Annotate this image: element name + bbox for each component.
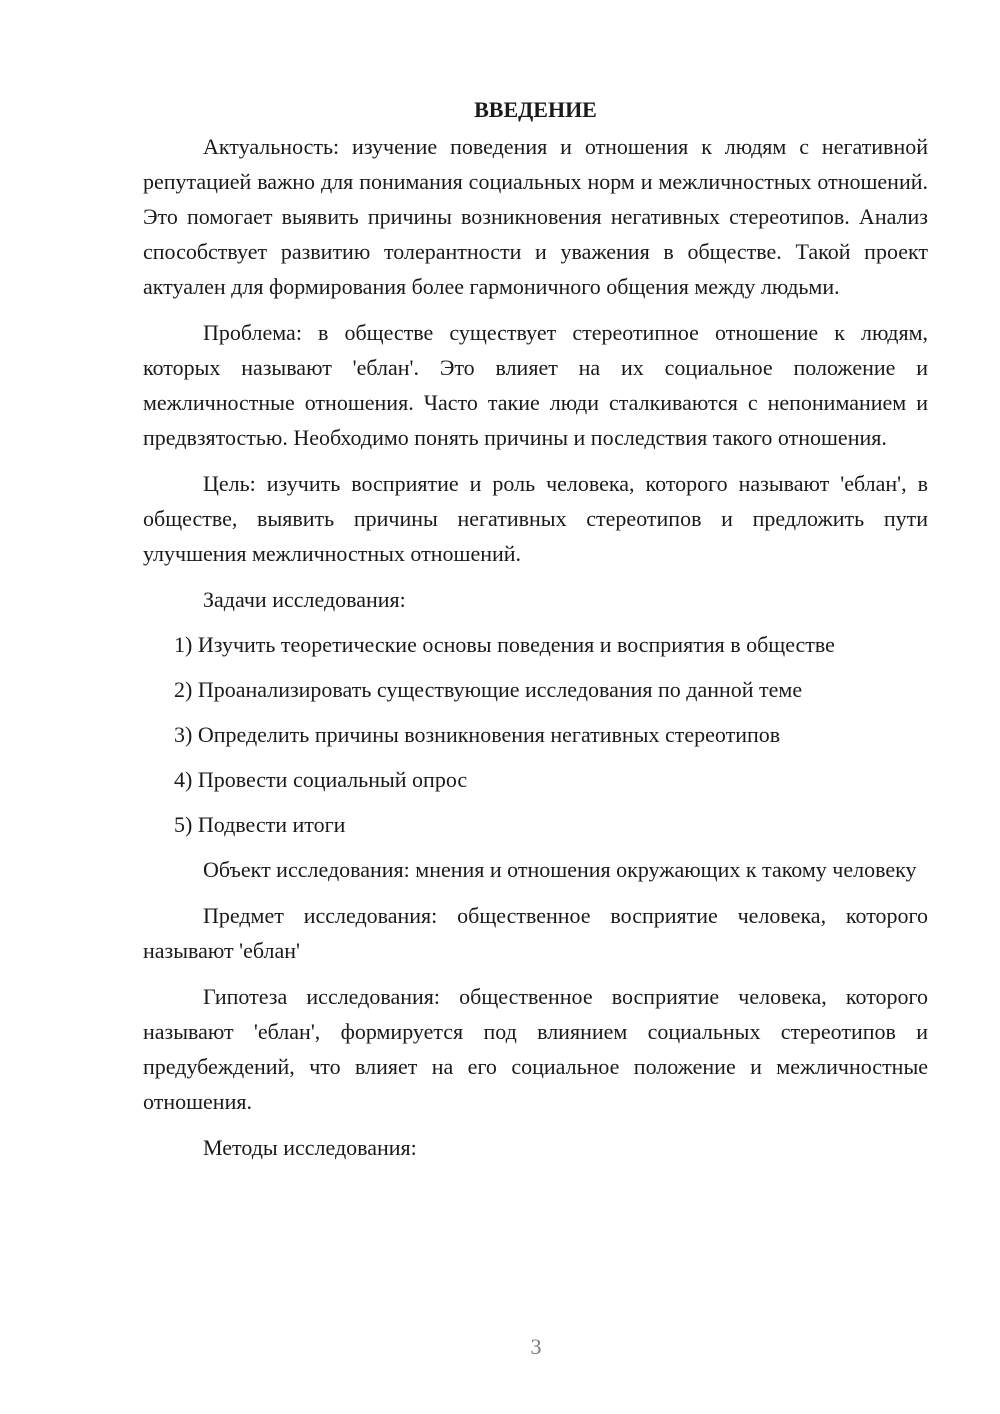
document-page <box>143 92 928 1175</box>
methods-title: Методы исследования: <box>203 1135 417 1160</box>
tasks-title: Задачи исследования: <box>203 587 406 612</box>
task-item-5: 5) Подвести итоги <box>174 812 346 837</box>
task-item-3: 3) Определить причины возникновения негативных стереотипов <box>174 722 781 747</box>
task-item-4: 4) Провести социальный опрос <box>174 767 468 792</box>
object-paragraph: Объект исследования: мнения и отношения окружающих к такому человеку <box>203 857 917 882</box>
hypothesis-paragraph: Гипотеза исследования: общественное восприятие человека, которого называют 'еблан', формируется под влиянием социальных стереотипов и предубеждений, что влияет на его социальное положение и межличностные отношения. <box>143 984 928 1114</box>
subject-paragraph: Предмет исследования: общественное восприятие человека, которого называют 'еблан' <box>143 903 928 963</box>
page-number: 3 <box>530 1334 542 1359</box>
task-item-2: 2) Проанализировать существующие исследования по данной теме <box>174 677 803 702</box>
task-item-1: 1) Изучить теоретические основы поведения и восприятия в обществе <box>174 632 835 657</box>
problem-paragraph: Проблема: в обществе существует стереотипное отношение к людям, которых называют 'еблан'. Это влияет на их социальное положение и межличностные отношения. Часто такие люди сталкиваются с непониманием и предвзятостью. Необходимо понять причины и последствия такого отношения. <box>143 320 928 450</box>
goal-paragraph: Цель: изучить восприятие и роль человека, которого называют 'еблан', в обществе, выявить причины негативных стереотипов и предложить пути улучшения межличностных отношений. <box>143 471 928 566</box>
relevance-paragraph: Актуальность: изучение поведения и отношения к людям с негативной репутацией важно для понимания социальных норм и межличностных отношений. Это помогает выявить причины возникновения негативных стереотипов. Анализ способствует развитию толерантности и уважения в обществе. Такой проект актуален для формирования более гармоничного общения между людьми. <box>143 134 928 299</box>
section-heading: ВВЕДЕНИЕ <box>474 97 597 122</box>
